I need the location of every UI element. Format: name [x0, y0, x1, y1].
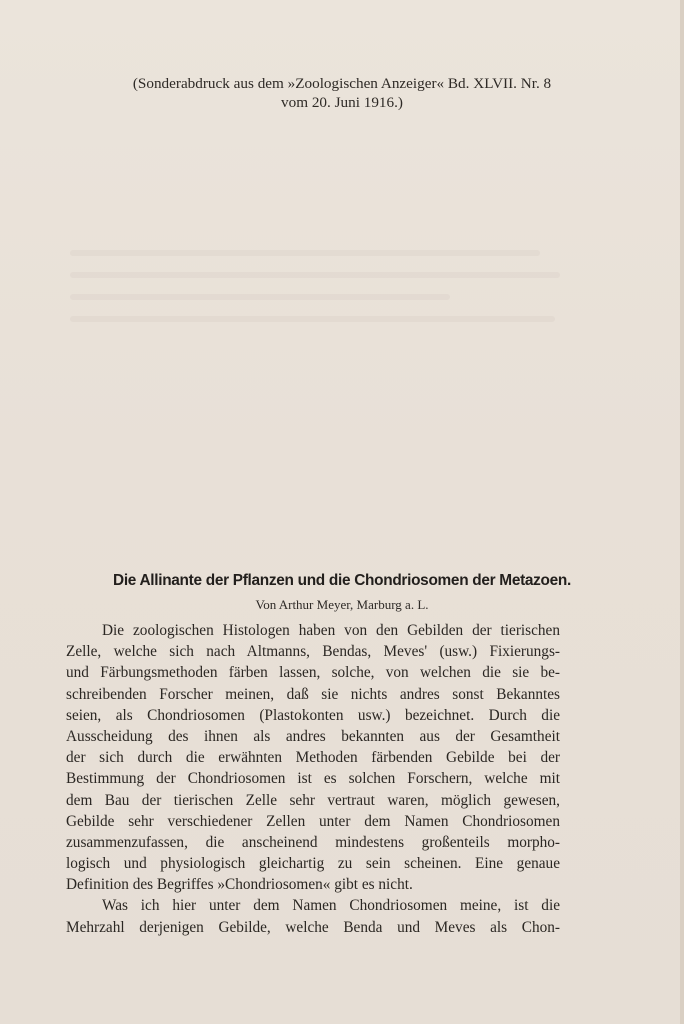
- body-line: Ausscheidung des ihnen als andres bekannten aus der Gesamtheit: [66, 727, 560, 745]
- body-line: schreibenden Forscher meinen, daß sie nichts andres sonst Bekanntes: [66, 685, 560, 703]
- body-line: Gebilde sehr verschiedener Zellen unter dem Namen Chondriosomen: [66, 812, 560, 830]
- show-through-mark: [70, 272, 560, 278]
- reprint-header-line-1: (Sonderabdruck aus dem »Zoologischen Anzeiger« Bd. XLVII. Nr. 8: [132, 75, 552, 92]
- body-line: Zelle, welche sich nach Altmanns, Bendas, Meves' (usw.) Fixierungs-: [66, 643, 560, 661]
- body-line: logisch und physiologisch gleichartig zu sein scheinen. Eine genaue: [66, 855, 560, 873]
- article-byline: Von Arthur Meyer, Marburg a. L.: [255, 597, 429, 612]
- article-body: [66, 620, 560, 938]
- show-through-mark: [70, 294, 450, 300]
- show-through-mark: [70, 250, 540, 256]
- body-line: zusammenzufassen, die anscheinend mindestens großenteils morpho-: [66, 833, 560, 851]
- body-line: und Färbungsmethoden färben lassen, solche, von welchen die sie be-: [66, 664, 560, 682]
- body-line: Die zoologischen Histologen haben von den Gebilden der tierischen: [102, 622, 560, 639]
- show-through-mark: [70, 316, 555, 322]
- body-line: Was ich hier unter dem Namen Chondriosomen meine, ist die: [102, 897, 560, 915]
- article-title: Die Allinante der Pflanzen und die Chondriosomen der Metazoen.: [113, 572, 571, 589]
- body-line: seien, als Chondriosomen (Plastokonten usw.) bezeichnet. Durch die: [66, 706, 560, 724]
- reprint-header: [60, 74, 624, 112]
- body-line: dem Bau der tierischen Zelle sehr vertraut waren, möglich gewesen,: [66, 791, 560, 809]
- body-line: der sich durch die erwähnten Methoden färbenden Gebilde bei der: [66, 749, 560, 767]
- body-line: Bestimmung der Chondriosomen ist es solchen Forschern, welche mit: [66, 770, 560, 788]
- body-line: Definition des Begriffes »Chondriosomen« gibt es nicht.: [66, 876, 413, 894]
- body-line: Mehrzahl derjenigen Gebilde, welche Benda und Meves als Chon-: [66, 918, 560, 936]
- page-edge: [680, 0, 684, 1024]
- reprint-header-line-2: vom 20. Juni 1916.): [281, 94, 403, 111]
